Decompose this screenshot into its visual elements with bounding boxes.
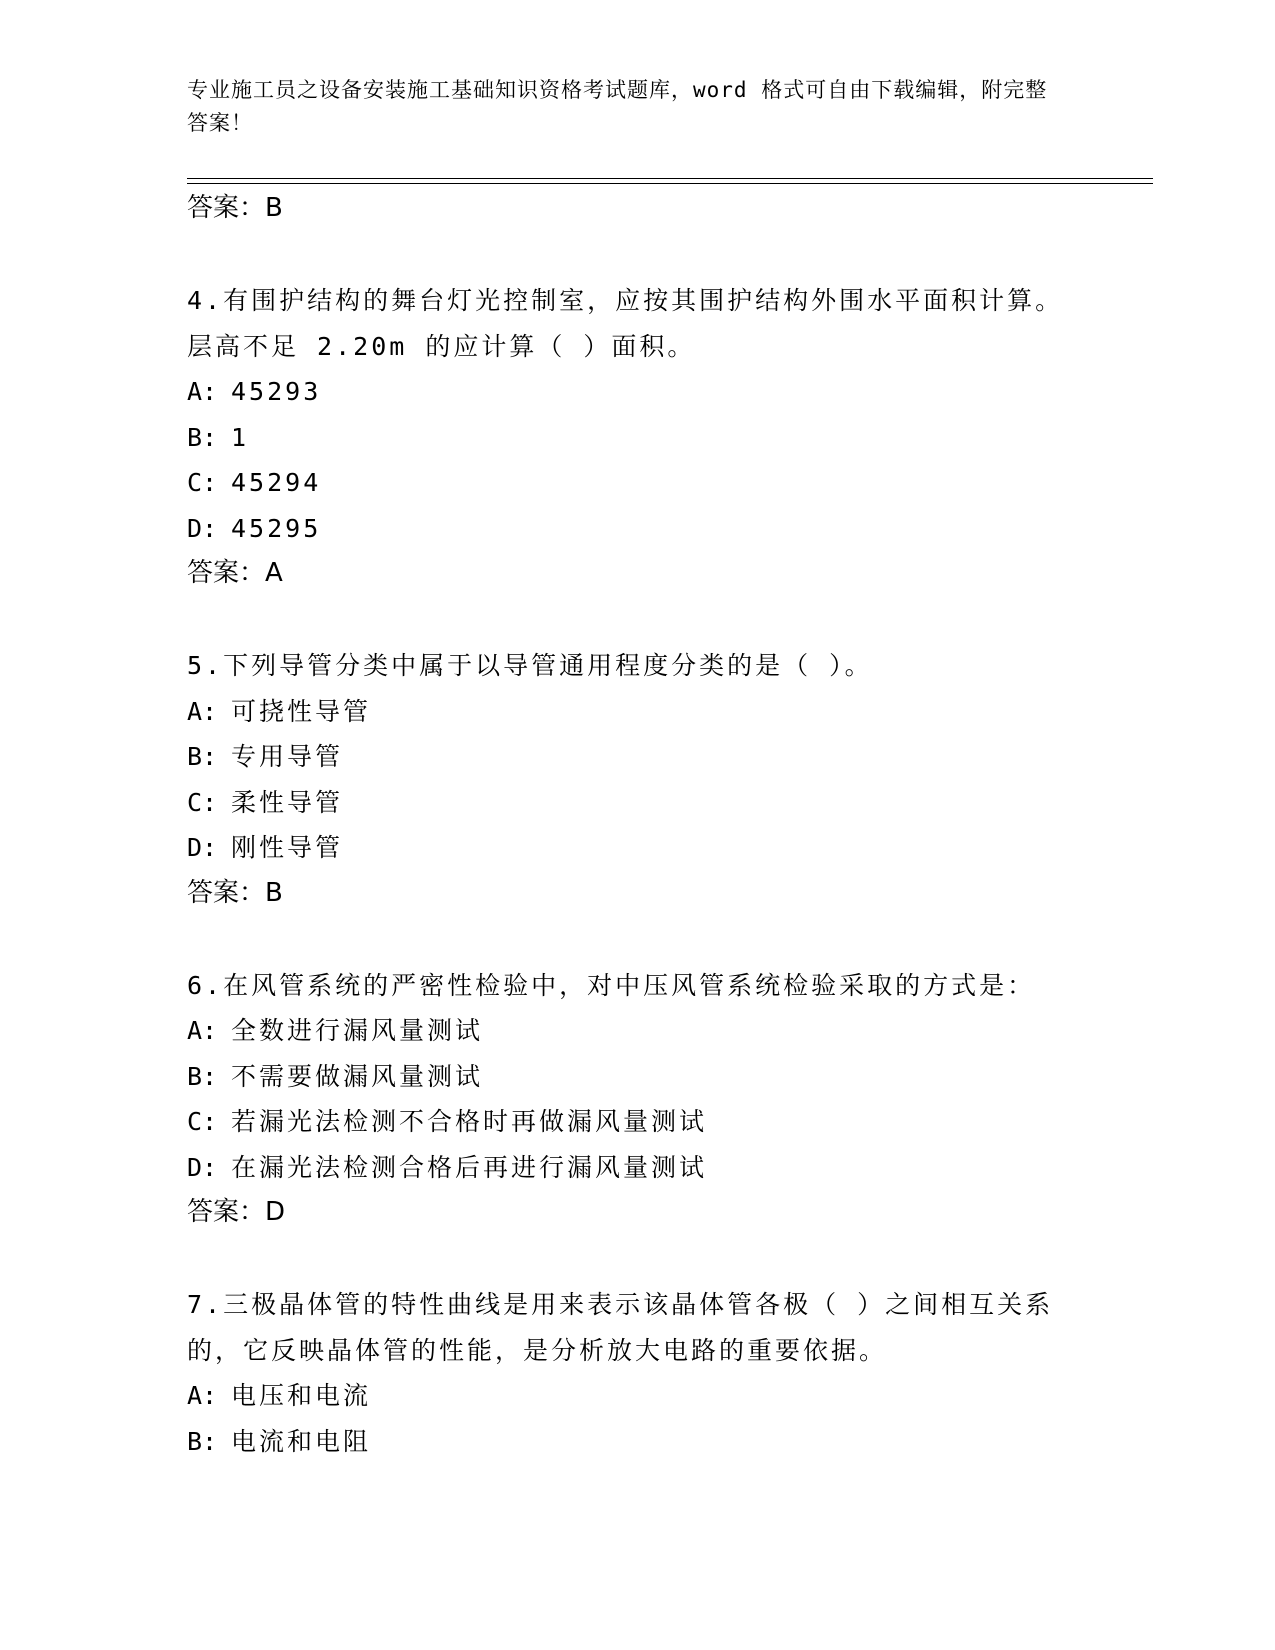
option-text: 电流和电阻 xyxy=(231,1426,372,1456)
option-text: 电压和电流 xyxy=(231,1381,372,1410)
option-key: A: xyxy=(187,696,218,726)
option-key: B: xyxy=(187,1426,218,1456)
option-text: 全数进行漏风量测试 xyxy=(231,1016,484,1045)
option-key: C: xyxy=(187,1107,218,1136)
option-key: D: xyxy=(187,1152,218,1182)
option-key: A: xyxy=(187,1016,218,1045)
option-key: D: xyxy=(187,833,218,862)
question-block xyxy=(187,278,1087,596)
question-block xyxy=(187,643,1087,916)
option-a xyxy=(187,689,1087,735)
option-d xyxy=(187,506,1087,552)
question-stem: 4.有围护结构的舞台灯光控制室，应按其围护结构外围水平面积计算。层高不足 2.20m 的应计算（ ）面积。 xyxy=(187,286,1064,361)
option-text: 可挠性导管 xyxy=(231,696,372,726)
option-text: 1 xyxy=(231,422,250,452)
option-text: 在漏光法检测合格后再进行漏风量测试 xyxy=(231,1152,708,1182)
option-c xyxy=(187,460,1087,506)
option-text: 不需要做漏风量测试 xyxy=(231,1061,484,1091)
question-stem: 7.三极晶体管的特性曲线是用来表示该晶体管各极（ ）之间相互关系的，它反映晶体管的性能，是分析放大电路的重要依据。 xyxy=(187,1290,1054,1365)
option-text: 专用导管 xyxy=(231,742,344,771)
answer-line: 答案：B xyxy=(187,877,283,908)
document-body xyxy=(187,186,1087,1464)
answer-line: 答案：D xyxy=(187,1197,286,1227)
option-key: B: xyxy=(187,742,218,771)
question-stem: 6.在风管系统的严密性检验中，对中压风管系统检验采取的方式是： xyxy=(187,970,1036,1000)
option-b xyxy=(187,415,1087,461)
question-stem: 5.下列导管分类中属于以导管通用程度分类的是（ ）。 xyxy=(187,651,873,680)
page-header: 专业施工员之设备安装施工基础知识资格考试题库，word 格式可自由下载编辑，附完整答案！ xyxy=(187,78,1048,135)
option-text: 若漏光法检测不合格时再做漏风量测试 xyxy=(231,1107,708,1136)
option-text: 柔性导管 xyxy=(231,787,344,817)
option-text: 45293 xyxy=(231,377,322,406)
option-key: B: xyxy=(187,1061,218,1091)
option-b xyxy=(187,1054,1087,1100)
option-a xyxy=(187,1373,1087,1419)
question-block xyxy=(187,963,1087,1236)
option-d xyxy=(187,825,1087,871)
option-text: 刚性导管 xyxy=(231,833,344,862)
option-c xyxy=(187,780,1087,826)
option-b xyxy=(187,1419,1087,1465)
question-block xyxy=(187,1282,1087,1464)
option-key: A: xyxy=(187,377,218,406)
answer-line: 答案：A xyxy=(187,558,283,588)
option-b xyxy=(187,734,1087,780)
option-key: C: xyxy=(187,787,218,817)
option-key: C: xyxy=(187,468,218,497)
option-c xyxy=(187,1099,1087,1145)
option-a xyxy=(187,1008,1087,1054)
option-key: D: xyxy=(187,513,218,543)
header-rule xyxy=(187,178,1153,179)
option-a xyxy=(187,369,1087,415)
option-key: B: xyxy=(187,422,218,452)
option-text: 45295 xyxy=(231,513,322,543)
option-key: A: xyxy=(187,1381,218,1410)
option-d xyxy=(187,1145,1087,1191)
option-text: 45294 xyxy=(231,468,322,497)
header-rule-double xyxy=(187,183,1153,184)
answer-line: 答案：B xyxy=(187,193,283,223)
